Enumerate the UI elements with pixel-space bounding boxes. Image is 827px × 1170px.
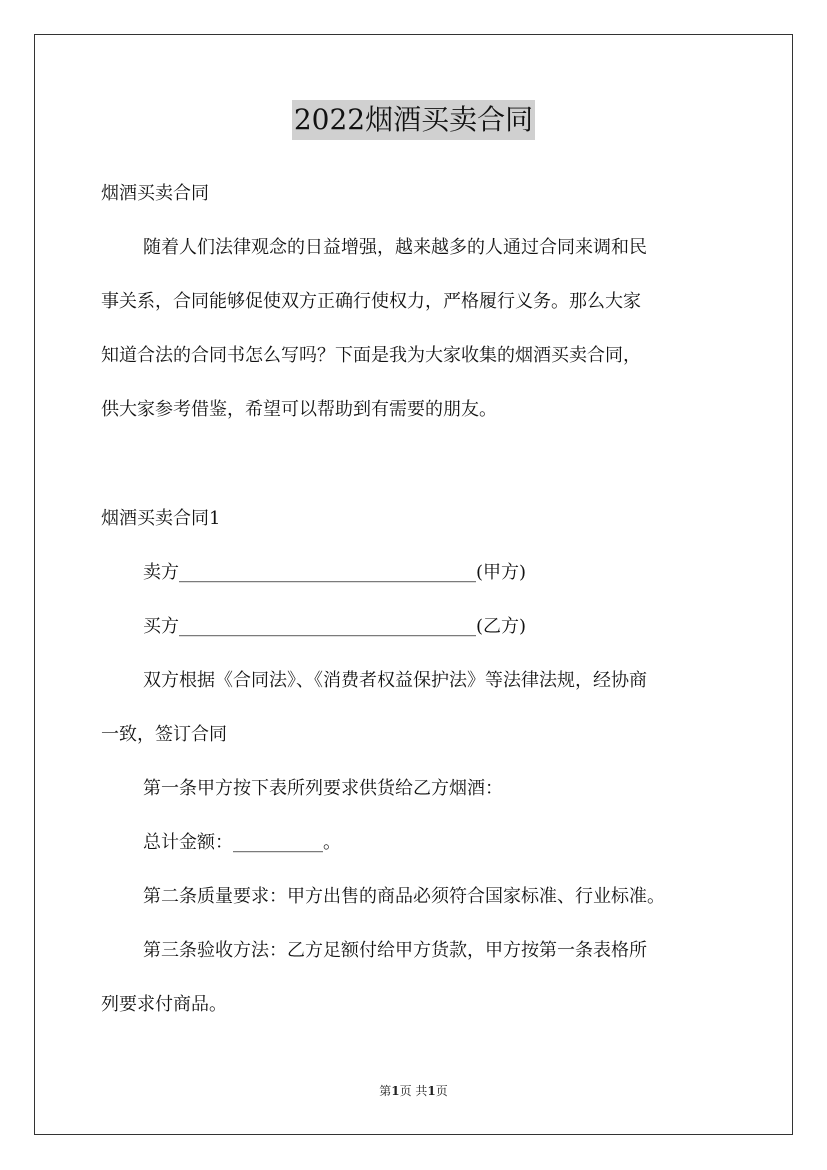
footer-page-prefix: 第 [379,1084,392,1098]
title-container [0,100,827,140]
buyer-line: 买方_________________________________(乙方) [143,616,527,637]
paragraph-line: 双方根据《合同法》、《消费者权益保护法》等法律法规，经协商 [143,670,647,691]
paragraph-line: 知道合法的合同书怎么写吗？下面是我为大家收集的烟酒买卖合同， [101,345,641,366]
clause-line: 第二条质量要求：甲方出售的商品必须符合国家标准、行业标准。 [143,886,665,907]
footer-page-current: 1 [391,1084,400,1098]
paragraph-line: 供大家参考借鉴，希望可以帮助到有需要的朋友。 [101,399,497,420]
contract-heading: 烟酒买卖合同1 [101,508,221,529]
page-footer [0,1082,827,1100]
paragraph-line: 一致，签订合同 [101,724,227,745]
footer-page-suffix: 页 [435,1084,448,1098]
seller-line: 卖方_________________________________(甲方) [143,562,527,583]
clause-line: 第三条验收方法：乙方足额付给甲方货款，甲方按第一条表格所 [143,940,647,961]
footer-page-total: 1 [427,1084,436,1098]
section-heading: 烟酒买卖合同 [101,183,209,204]
footer-page-mid: 页 共 [399,1084,428,1098]
clause-line: 第一条甲方按下表所列要求供货给乙方烟酒： [143,778,503,799]
clause-line: 列要求付商品。 [101,994,227,1015]
paragraph-line: 事关系，合同能够促使双方正确行使权力，严格履行义务。那么大家 [101,291,641,312]
paragraph-line: 随着人们法律观念的日益增强，越来越多的人通过合同来调和民 [143,237,647,258]
document-title: 2022烟酒买卖合同 [292,100,535,140]
total-amount-line: 总计金额：__________。 [143,832,341,853]
